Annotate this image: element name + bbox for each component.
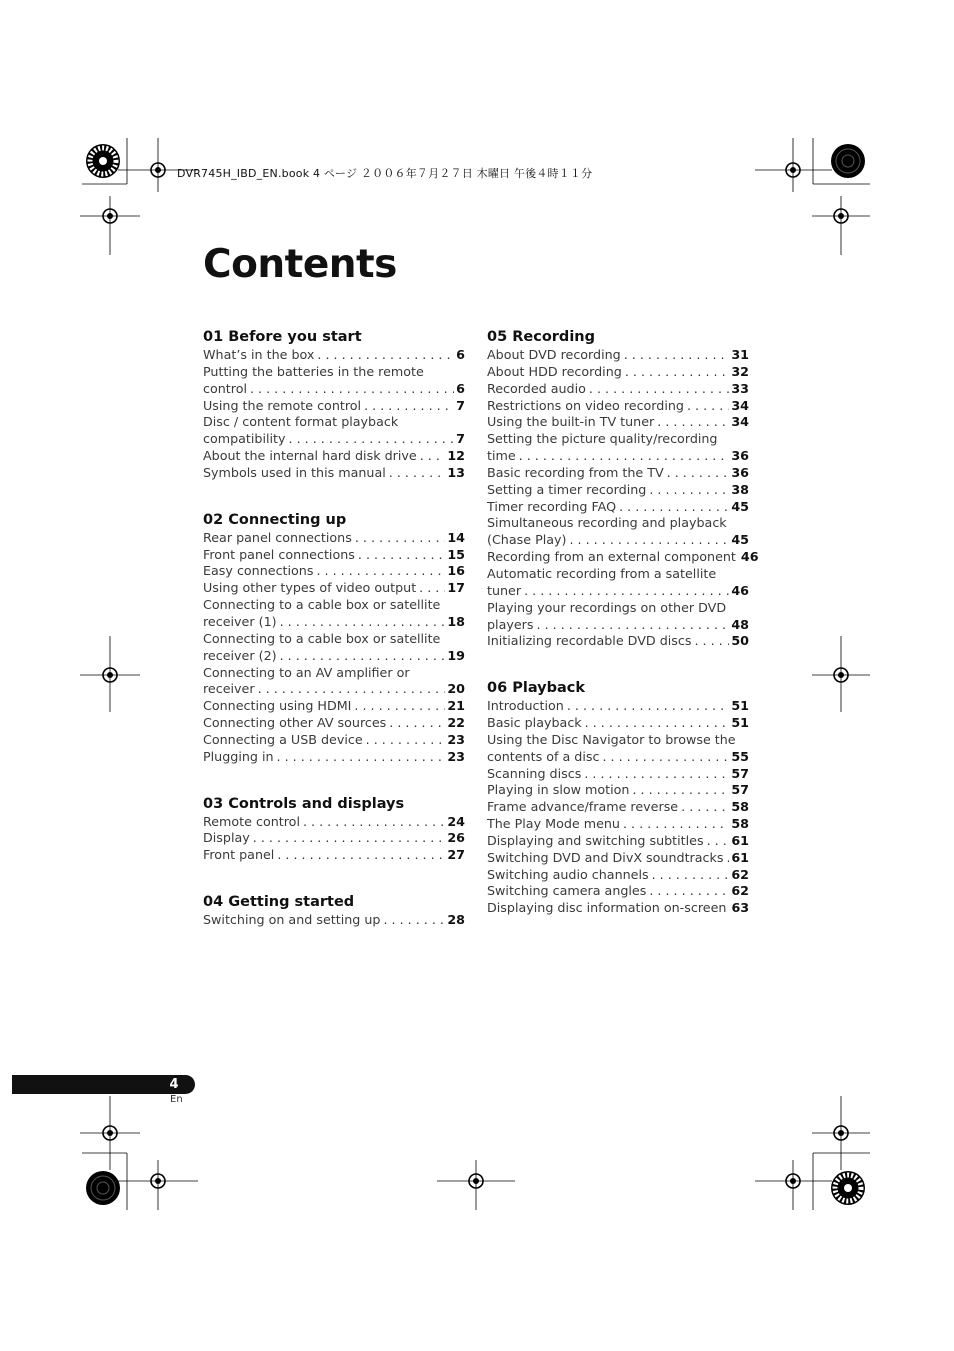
entry-title: Switching DVD and DivX soundtracks	[487, 849, 724, 865]
entry-page-number: 36	[731, 448, 749, 464]
entry-row	[487, 583, 749, 600]
toc-entry[interactable]	[487, 414, 749, 431]
entry-title: About the internal hard disk drive	[203, 448, 417, 464]
dot-leader	[657, 414, 729, 431]
entry-row	[487, 766, 749, 783]
entry-title: Using other types of video output	[203, 580, 417, 596]
entry-title: Connecting using HDMI	[203, 698, 352, 714]
entry-page-number: 22	[447, 715, 465, 731]
toc-entry[interactable]	[487, 833, 749, 850]
dot-leader	[383, 912, 445, 929]
entry-title: Connecting to an AV amplifier or	[203, 664, 410, 680]
entry-page-number: 23	[447, 731, 465, 747]
entry-page-number: 24	[447, 813, 465, 829]
entry-title: Introduction	[487, 698, 564, 714]
toc-entry[interactable]	[487, 431, 749, 465]
dot-leader	[567, 698, 730, 715]
toc-entry[interactable]	[203, 749, 465, 766]
entry-row	[487, 883, 749, 900]
entry-page-number: 62	[731, 883, 749, 899]
entry-page-number: 18	[447, 613, 465, 629]
entry-title-continued: tuner	[487, 582, 522, 598]
toc-section	[203, 794, 465, 865]
entry-title: Using the remote control	[203, 397, 362, 413]
toc-entry[interactable]	[203, 830, 465, 847]
toc-entry[interactable]	[487, 465, 749, 482]
entry-row	[487, 900, 749, 917]
toc-entry[interactable]	[203, 698, 465, 715]
entry-title: The Play Mode menu	[487, 816, 620, 832]
toc-entry[interactable]	[487, 499, 749, 516]
dot-leader	[317, 347, 454, 364]
dot-leader	[624, 347, 730, 364]
entry-page-number: 51	[731, 698, 749, 714]
entry-page-number: 58	[731, 799, 749, 815]
entry-page-number: 6	[456, 380, 465, 396]
entry-row	[487, 867, 749, 884]
dot-leader	[707, 833, 730, 850]
entry-row	[203, 814, 465, 831]
entry-title: Switching camera angles	[487, 883, 647, 899]
toc-entry[interactable]	[487, 715, 749, 732]
toc-entry[interactable]	[487, 766, 749, 783]
dot-leader	[364, 398, 454, 415]
entry-row	[203, 547, 465, 564]
dot-leader	[366, 732, 446, 749]
entry-page-number: 13	[447, 464, 465, 480]
dot-leader	[569, 532, 729, 549]
dot-leader	[358, 547, 445, 564]
dot-leader	[625, 364, 730, 381]
dot-leader	[355, 530, 446, 547]
dot-leader	[519, 448, 730, 465]
toc-entry[interactable]	[487, 364, 749, 381]
toc-entry[interactable]	[203, 912, 465, 929]
entry-row	[487, 532, 749, 549]
entry-title: Basic recording from the TV	[487, 464, 664, 480]
entry-row	[487, 833, 749, 850]
toc-section	[203, 327, 465, 482]
entry-title: Frame advance/frame reverse	[487, 799, 679, 815]
entry-row	[203, 530, 465, 547]
entry-title: Putting the batteries in the remote	[203, 363, 424, 379]
entry-title-continued: time	[487, 448, 516, 464]
entry-row	[487, 617, 749, 634]
entry-title: What’s in the box	[203, 347, 315, 362]
dot-leader	[667, 465, 730, 482]
entry-title: Automatic recording from a satellite	[487, 565, 717, 581]
entry-row	[203, 580, 465, 597]
toc-entry[interactable]	[203, 597, 465, 631]
dot-leader	[585, 715, 730, 732]
entry-row	[203, 614, 465, 631]
entry-page-number: 19	[447, 647, 465, 663]
language-label: En	[170, 1094, 183, 1105]
toc-entry[interactable]	[487, 782, 749, 799]
toc-entry[interactable]	[487, 883, 749, 900]
entry-title: Remote control	[203, 813, 300, 829]
toc-entry[interactable]	[203, 715, 465, 732]
toc-entry[interactable]	[203, 814, 465, 831]
entry-page-number: 21	[447, 698, 465, 714]
toc-entry[interactable]	[203, 530, 465, 547]
toc-section	[203, 892, 465, 929]
entry-row	[203, 398, 465, 415]
entry-page-number: 17	[447, 580, 465, 596]
entry-row	[203, 381, 465, 398]
dot-leader	[681, 799, 729, 816]
entry-title: Timer recording FAQ	[487, 498, 617, 514]
toc-entry[interactable]	[487, 816, 749, 833]
toc-entry[interactable]	[487, 633, 749, 650]
dot-leader	[524, 583, 729, 600]
entry-page-number: 61	[731, 832, 749, 848]
dot-leader	[589, 381, 729, 398]
entry-page-number: 57	[731, 782, 749, 798]
toc-entry[interactable]	[203, 398, 465, 415]
toc-entry[interactable]	[487, 549, 759, 566]
entry-page-number: 45	[731, 498, 749, 514]
dot-leader	[687, 398, 729, 415]
toc-entry[interactable]	[203, 448, 465, 465]
dot-leader	[619, 499, 729, 516]
entry-page-number: 34	[731, 397, 749, 413]
entry-title-continued: compatibility	[203, 431, 286, 447]
entry-title-continued: (Chase Play)	[487, 532, 567, 548]
dot-leader	[584, 766, 729, 783]
entry-row	[203, 749, 465, 766]
toc-entry[interactable]	[487, 867, 749, 884]
entry-row	[203, 732, 465, 749]
entry-row	[203, 448, 465, 465]
entry-row	[487, 715, 749, 732]
entry-title: Switching on and setting up	[203, 912, 381, 928]
section-title: 03 Controls and displays	[203, 795, 405, 812]
entry-page-number: 36	[731, 464, 749, 480]
entry-row	[487, 499, 749, 516]
toc-right-column	[487, 327, 759, 945]
entry-title-continued: receiver (2)	[203, 647, 277, 663]
entry-title: Scanning discs	[487, 765, 582, 781]
entry-title: Display	[203, 830, 250, 846]
dot-leader	[726, 850, 729, 867]
entry-title: Simultaneous recording and playback	[487, 515, 727, 531]
entry-title: Recording from an external component	[487, 549, 736, 565]
entry-page-number: 16	[447, 563, 465, 579]
entry-title: Using the built-in TV tuner	[487, 414, 655, 430]
toc-entry[interactable]	[487, 482, 749, 499]
entry-title: Connecting other AV sources	[203, 715, 387, 731]
entry-page-number: 28	[447, 912, 465, 928]
entry-title: Using the Disc Navigator to browse the	[487, 731, 736, 747]
entry-page-number: 34	[731, 414, 749, 430]
toc-entry[interactable]	[203, 732, 465, 749]
toc-entry[interactable]	[487, 850, 749, 867]
entry-row	[487, 816, 749, 833]
toc-entry[interactable]	[203, 547, 465, 564]
dot-leader	[649, 482, 729, 499]
entry-row	[487, 381, 749, 398]
print-header: DVR745H_IBD_EN.book 4 ページ ２００６年７月２７日 木曜日 午後４時１１分	[177, 167, 593, 180]
entry-page-number: 63	[731, 900, 750, 916]
dot-leader	[537, 617, 730, 634]
dot-leader	[354, 698, 445, 715]
dot-leader	[694, 633, 729, 650]
entry-page-number: 51	[731, 715, 749, 731]
toc-entry[interactable]	[203, 347, 465, 364]
toc-section	[487, 327, 759, 650]
entry-page-number: 62	[731, 866, 749, 882]
entry-row	[203, 563, 465, 580]
dot-leader	[316, 563, 445, 580]
entry-title: Setting a timer recording	[487, 481, 647, 497]
dot-leader	[250, 381, 454, 398]
entry-row	[203, 347, 465, 364]
entry-row	[487, 364, 749, 381]
dot-leader	[253, 830, 446, 847]
entry-row	[487, 549, 759, 566]
toc-entry[interactable]	[203, 465, 465, 482]
entry-row	[203, 912, 465, 929]
dot-leader	[277, 847, 445, 864]
entry-page-number: 38	[731, 481, 749, 497]
entry-page-number: 7	[456, 397, 465, 413]
toc-entry[interactable]	[203, 665, 465, 699]
entry-page-number: 27	[447, 847, 465, 863]
entry-title-continued: players	[487, 616, 534, 632]
entry-row	[203, 715, 465, 732]
toc-section	[203, 510, 465, 766]
entry-row	[487, 414, 749, 431]
entry-page-number: 14	[447, 529, 465, 545]
entry-title: Plugging in	[203, 748, 274, 764]
entry-title: Connecting to a cable box or satellite	[203, 630, 441, 646]
entry-title-continued: control	[203, 380, 247, 396]
page-number: 4	[169, 1077, 179, 1092]
entry-title: Playing in slow motion	[487, 782, 630, 798]
entry-title: Restrictions on video recording	[487, 397, 684, 413]
entry-row	[203, 648, 465, 665]
toc-left-column	[203, 327, 465, 957]
entry-page-number: 7	[456, 431, 465, 447]
page-title: Contents	[203, 242, 397, 287]
entry-title: Recorded audio	[487, 380, 586, 396]
entry-title-continued: receiver (1)	[203, 613, 277, 629]
entry-title-continued: receiver	[203, 681, 255, 697]
entry-title: Displaying and switching subtitles	[487, 832, 704, 848]
entry-row	[203, 431, 465, 448]
toc-entry[interactable]	[203, 563, 465, 580]
entry-page-number: 32	[731, 363, 749, 379]
entry-title: Connecting a USB device	[203, 731, 363, 747]
dot-leader	[280, 648, 446, 665]
section-title: 04 Getting started	[203, 894, 355, 911]
toc-entry[interactable]	[487, 381, 749, 398]
dot-leader	[419, 580, 445, 597]
entry-row	[487, 482, 749, 499]
dot-leader	[277, 749, 446, 766]
entry-row	[203, 847, 465, 864]
entry-row	[487, 799, 749, 816]
dot-leader	[258, 681, 446, 698]
entry-page-number: 50	[731, 633, 749, 649]
entry-page-number: 45	[731, 532, 749, 548]
dot-leader	[289, 431, 455, 448]
section-title: 02 Connecting up	[203, 511, 347, 528]
dot-leader	[632, 782, 729, 799]
entry-page-number: 48	[731, 616, 749, 632]
entry-title: About DVD recording	[487, 347, 621, 362]
dot-leader	[303, 814, 445, 831]
entry-row	[487, 347, 749, 364]
entry-title: Connecting to a cable box or satellite	[203, 597, 441, 613]
toc-entry[interactable]	[203, 364, 465, 398]
toc-entry[interactable]	[487, 799, 749, 816]
entry-title: Switching audio channels	[487, 866, 649, 882]
entry-page-number: 15	[447, 546, 465, 562]
entry-row	[487, 398, 749, 415]
entry-title: Disc / content format playback	[203, 414, 399, 430]
toc-entry[interactable]	[203, 631, 465, 665]
entry-row	[487, 850, 749, 867]
toc-section	[487, 678, 749, 917]
entry-row	[487, 465, 749, 482]
toc-entry[interactable]	[487, 600, 749, 634]
toc-entry[interactable]	[487, 347, 749, 364]
dot-leader	[389, 465, 446, 482]
entry-page-number: 23	[447, 748, 465, 764]
entry-row	[203, 698, 465, 715]
entry-page-number: 20	[447, 681, 465, 697]
entry-title: Displaying disc information on-screen	[487, 900, 727, 916]
entry-title: Front panel connections	[203, 546, 355, 562]
toc-entry[interactable]	[203, 847, 465, 864]
entry-title-continued: contents of a disc	[487, 748, 600, 764]
toc-entry[interactable]	[203, 414, 465, 448]
entry-title: Front panel	[203, 847, 275, 863]
entry-row	[487, 749, 749, 766]
entry-title: Rear panel connections	[203, 529, 352, 545]
toc-entry[interactable]	[487, 398, 749, 415]
toc-entry[interactable]	[487, 698, 749, 715]
entry-page-number: 46	[740, 549, 759, 565]
entry-page-number: 31	[731, 347, 749, 362]
entry-page-number: 57	[731, 765, 749, 781]
entry-page-number: 6	[456, 347, 465, 362]
dot-leader	[652, 867, 730, 884]
entry-title: Playing your recordings on other DVD	[487, 599, 727, 615]
section-title: 05 Recording	[487, 329, 595, 345]
entry-title: Initializing recordable DVD discs	[487, 633, 692, 649]
toc-entry[interactable]	[487, 515, 749, 549]
dot-leader	[389, 715, 445, 732]
entry-title: About HDD recording	[487, 363, 622, 379]
entry-row	[203, 830, 465, 847]
entry-title: Easy connections	[203, 563, 314, 579]
dot-leader	[649, 883, 729, 900]
entry-row	[203, 465, 465, 482]
entry-title: Symbols used in this manual	[203, 464, 386, 480]
entry-page-number: 33	[731, 380, 749, 396]
entry-page-number: 58	[731, 816, 749, 832]
dot-leader	[280, 614, 446, 631]
entry-row	[487, 782, 749, 799]
entry-page-number: 12	[447, 448, 465, 464]
section-title: 06 Playback	[487, 680, 586, 697]
entry-title: Basic playback	[487, 715, 582, 731]
section-title: 01 Before you start	[203, 329, 362, 345]
entry-row	[487, 633, 749, 650]
entry-page-number: 26	[447, 830, 465, 846]
entry-row	[487, 698, 749, 715]
entry-page-number: 55	[731, 748, 749, 764]
entry-row	[203, 681, 465, 698]
entry-page-number: 46	[731, 582, 749, 598]
dot-leader	[602, 749, 729, 766]
dot-leader	[420, 448, 446, 465]
toc-entry[interactable]	[487, 566, 749, 600]
entry-title: Setting the picture quality/recording	[487, 431, 718, 447]
entry-row	[487, 448, 749, 465]
entry-page-number: 61	[731, 849, 749, 865]
toc-entry[interactable]	[487, 900, 749, 917]
toc-entry[interactable]	[487, 732, 749, 766]
dot-leader	[623, 816, 729, 833]
toc-entry[interactable]	[203, 580, 465, 597]
